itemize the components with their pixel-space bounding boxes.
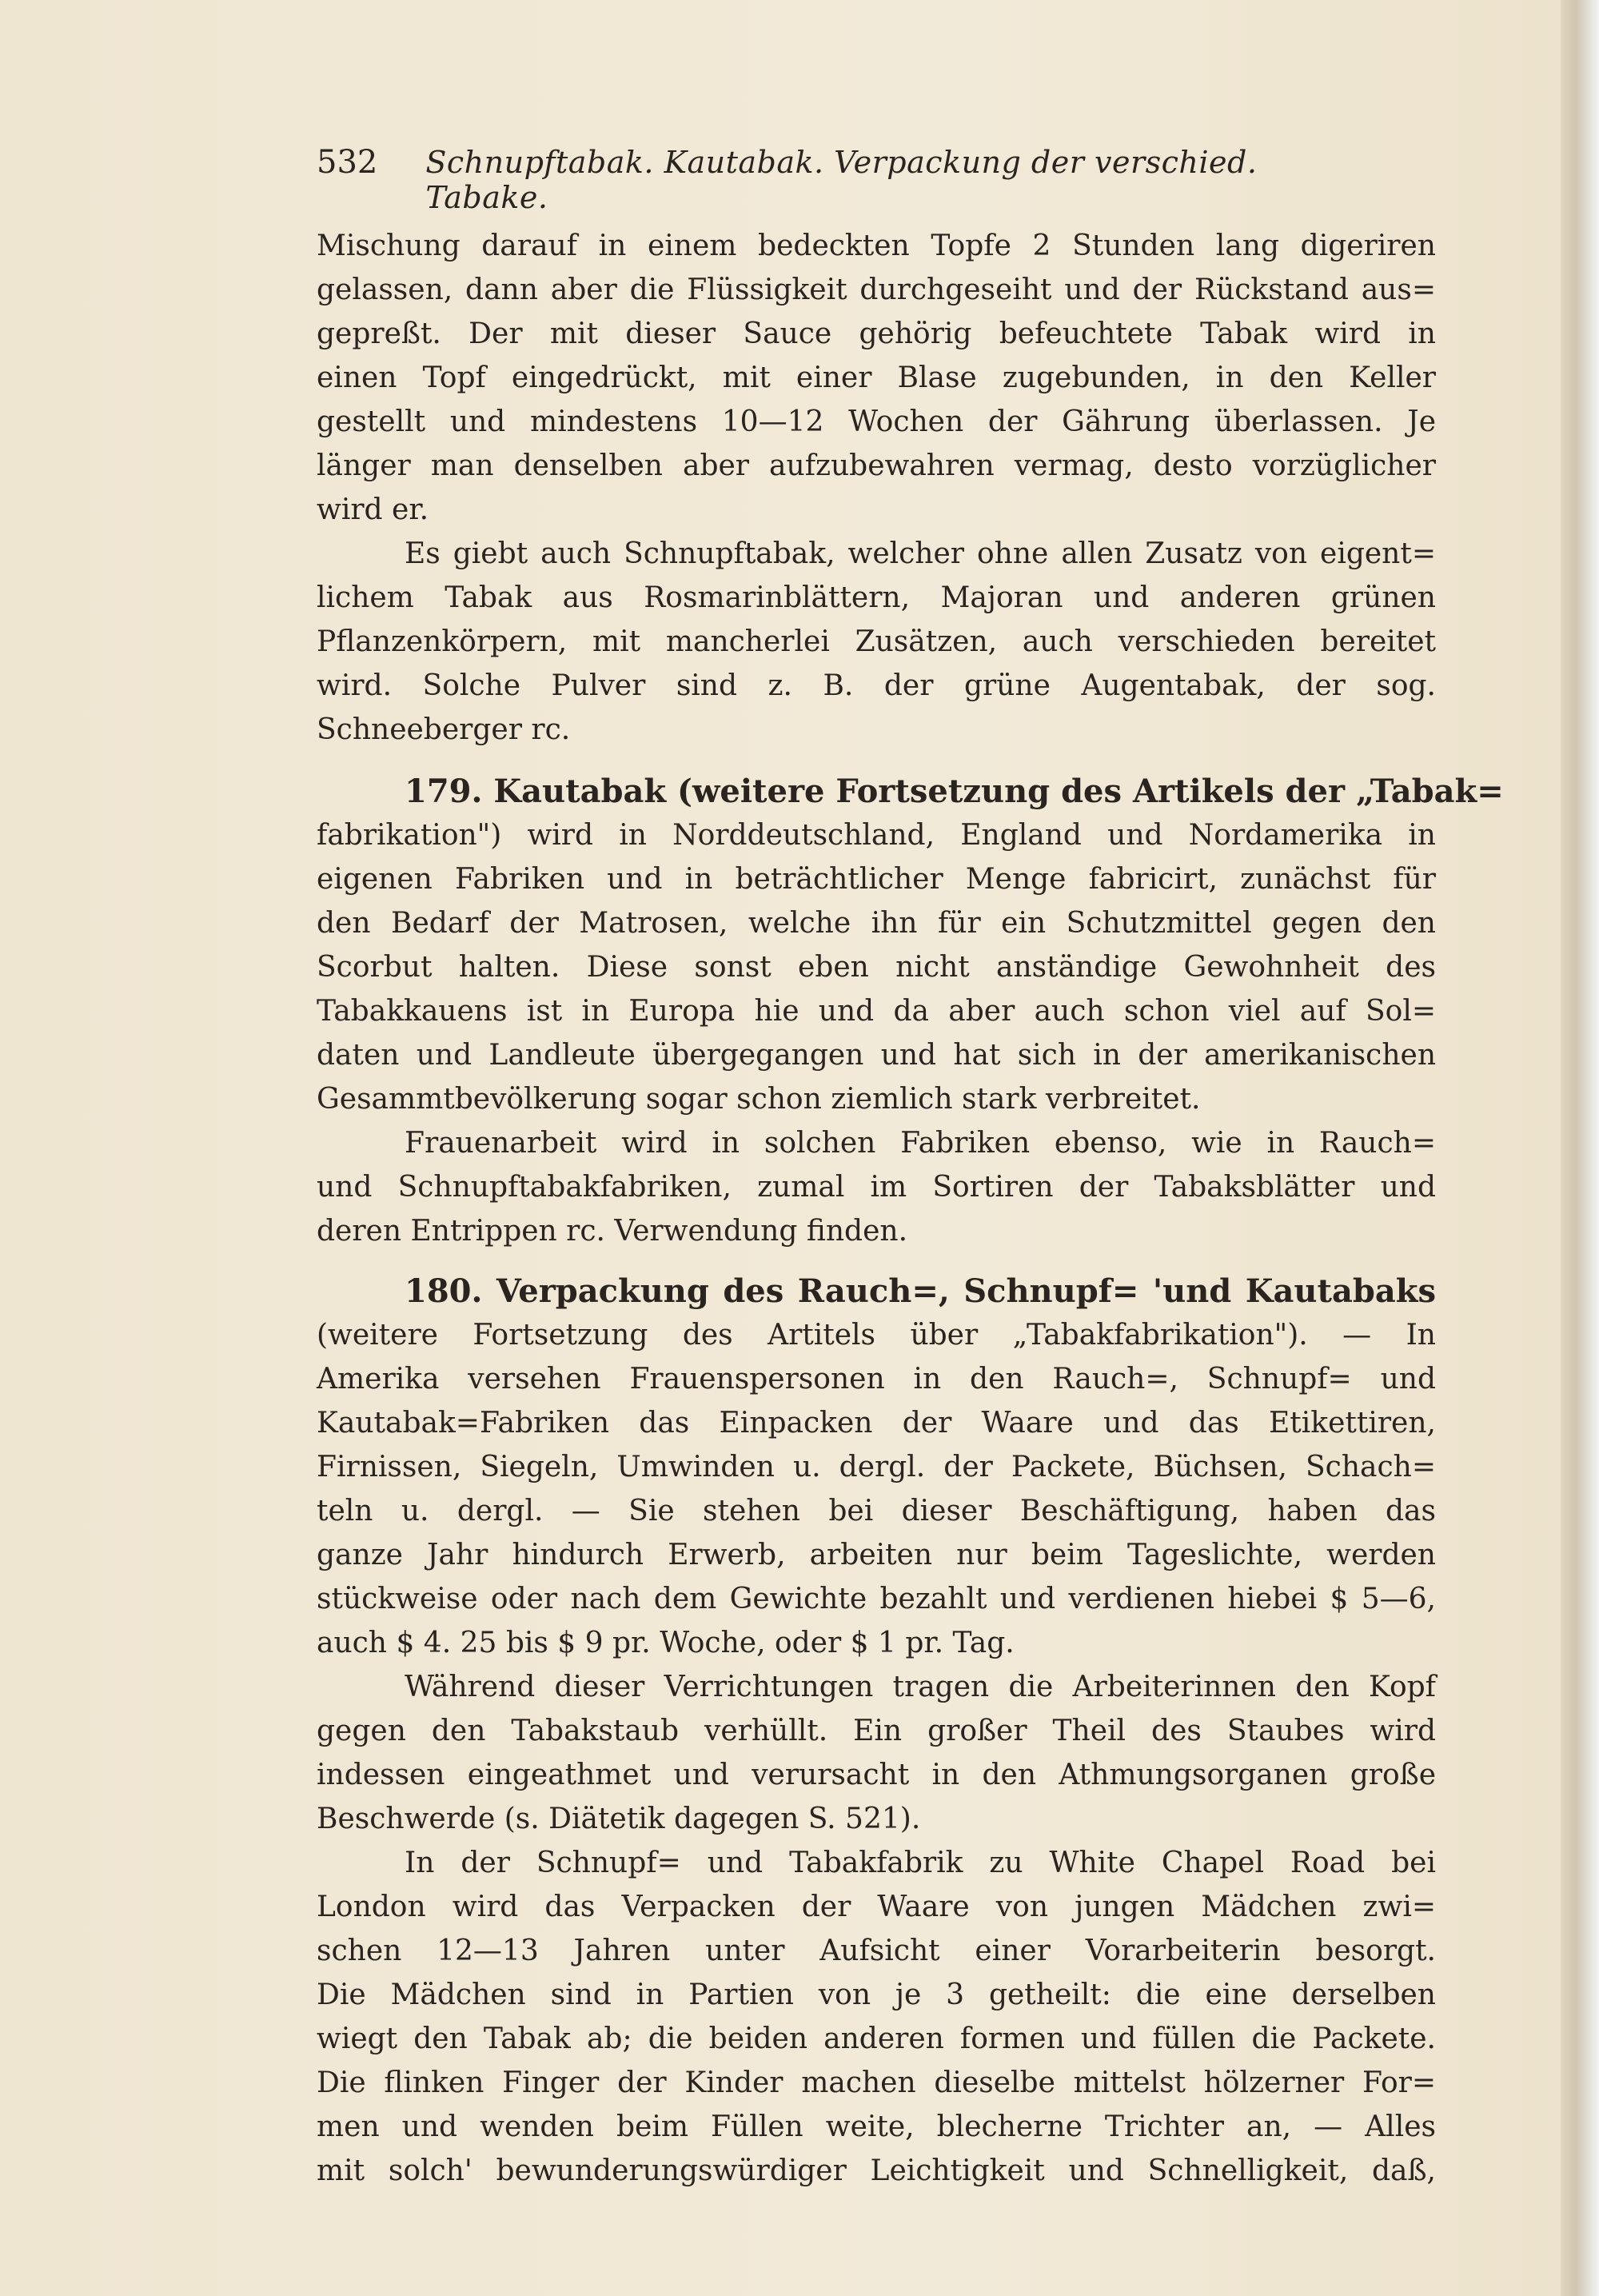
text-line: Die Mädchen sind in Partien von je 3 getheilt: die eine derselben	[317, 1979, 1436, 2011]
text-line: Schneeberger rc.	[317, 713, 571, 746]
text-line: gepreßt. Der mit dieser Sauce gehörig befeuchtete Tabak wird in	[317, 317, 1436, 350]
text-line: Gesammtbevölkerung sogar schon ziemlich stark verbreitet.	[317, 1083, 1201, 1116]
text-line: gestellt und mindestens 10—12 Wochen der Gährung überlassen. Je	[317, 405, 1436, 438]
text-line: ganze Jahr hindurch Erwerb, arbeiten nur beim Tageslichte, werden	[317, 1539, 1436, 1571]
text-line: London wird das Verpacken der Waare von jungen Mädchen zwi=	[317, 1891, 1436, 1923]
text-line: Die flinken Finger der Kinder machen dieselbe mittelst hölzerner For=	[317, 2066, 1436, 2099]
text-line: deren Entrippen rc. Verwendung finden.	[317, 1215, 908, 1248]
text-line: Scorbut halten. Diese sonst eben nicht anständige Gewohnheit des	[317, 951, 1436, 984]
text-line: gegen den Tabakstaub verhüllt. Ein großer Theil des Staubes wird	[317, 1715, 1436, 1747]
running-title: Schnupftabak. Kautabak. Verpackung der verschied. Tabake.	[425, 145, 1258, 215]
text-line: wird er.	[317, 493, 429, 526]
text-line: Amerika versehen Frauenspersonen in den Rauch=, Schnupf= und	[317, 1363, 1436, 1396]
section-heading-180: 180. Verpackung des Rauch=, Schnupf= 'und Kautabaks	[405, 1272, 1436, 1310]
text-line: wiegt den Tabak ab; die beiden anderen formen und füllen die Packete.	[317, 2022, 1436, 2055]
text-line: länger man denselben aber aufzubewahren vermag, desto vorzüglicher	[317, 449, 1436, 482]
text-line: schen 12—13 Jahren unter Aufsicht einer Vorarbeiterin besorgt.	[317, 1935, 1436, 1967]
text-line: Tabakkauens ist in Europa hie und da aber auch schon viel auf Sol=	[317, 995, 1436, 1028]
text-line: einen Topf eingedrückt, mit einer Blase zugebunden, in den Keller	[317, 361, 1436, 394]
text-line: gelassen, dann aber die Flüssigkeit durchgeseiht und der Rückstand aus=	[317, 274, 1436, 306]
section-heading-179: 179. Kautabak (weitere Fortsetzung des Artikels der „Tabak=	[405, 773, 1504, 810]
text-line: Während dieser Verrichtungen tragen die Arbeiterinnen den Kopf	[405, 1671, 1436, 1703]
page-number: 532	[317, 144, 378, 181]
text-line: indessen eingeathmet und verursacht in den Athmungsorganen große	[317, 1759, 1436, 1791]
text-line: men und wenden beim Füllen weite, blecherne Trichter an, — Alles	[317, 2110, 1436, 2143]
text-line: Mischung darauf in einem bedeckten Topfe 2 Stunden lang digeriren	[317, 230, 1436, 262]
text-line: Beschwerde (s. Diätetik dagegen S. 521).	[317, 1803, 921, 1835]
text-line: wird. Solche Pulver sind z. B. der grüne Augentabak, der sog.	[317, 669, 1436, 702]
text-line: fabrikation") wird in Norddeutschland, England und Nordamerika in	[317, 819, 1436, 852]
text-line: stückweise oder nach dem Gewichte bezahlt und verdienen hiebei $ 5—6,	[317, 1583, 1436, 1615]
text-line: daten und Landleute übergegangen und hat sich in der amerikanischen	[317, 1039, 1436, 1072]
running-header	[317, 144, 1316, 215]
text-line: Pflanzenkörpern, mit mancherlei Zusätzen, auch verschieden bereitet	[317, 625, 1436, 658]
text-line: In der Schnupf= und Tabakfabrik zu White Chapel Road bei	[405, 1847, 1436, 1879]
text-line: den Bedarf der Matrosen, welche ihn für ein Schutzmittel gegen den	[317, 907, 1436, 940]
text-line: lichem Tabak aus Rosmarinblättern, Majoran und anderen grünen	[317, 581, 1436, 614]
text-line: auch $ 4. 25 bis $ 9 pr. Woche, oder $ 1 pr. Tag.	[317, 1627, 1015, 1659]
text-line: Frauenarbeit wird in solchen Fabriken ebenso, wie in Rauch=	[405, 1127, 1436, 1160]
text-line: und Schnupftabakfabriken, zumal im Sortiren der Tabaksblätter und	[317, 1171, 1436, 1204]
text-line: Es giebt auch Schnupftabak, welcher ohne allen Zusatz von eigent=	[405, 537, 1436, 570]
text-line: Kautabak=Fabriken das Einpacken der Waare und das Etikettiren,	[317, 1407, 1436, 1439]
text-line: teln u. dergl. — Sie stehen bei dieser Beschäftigung, haben das	[317, 1495, 1436, 1527]
text-line: Firnissen, Siegeln, Umwinden u. dergl. der Packete, Büchsen, Schach=	[317, 1451, 1436, 1483]
text-line: eigenen Fabriken und in beträchtlicher Menge fabricirt, zunächst für	[317, 863, 1436, 896]
text-line: mit solch' bewunderungswürdiger Leichtigkeit und Schnelligkeit, daß,	[317, 2154, 1436, 2187]
page-edge	[1561, 0, 1599, 2296]
text-line: (weitere Fortsetzung des Artitels über „Tabakfabrikation"). — In	[317, 1319, 1436, 1352]
